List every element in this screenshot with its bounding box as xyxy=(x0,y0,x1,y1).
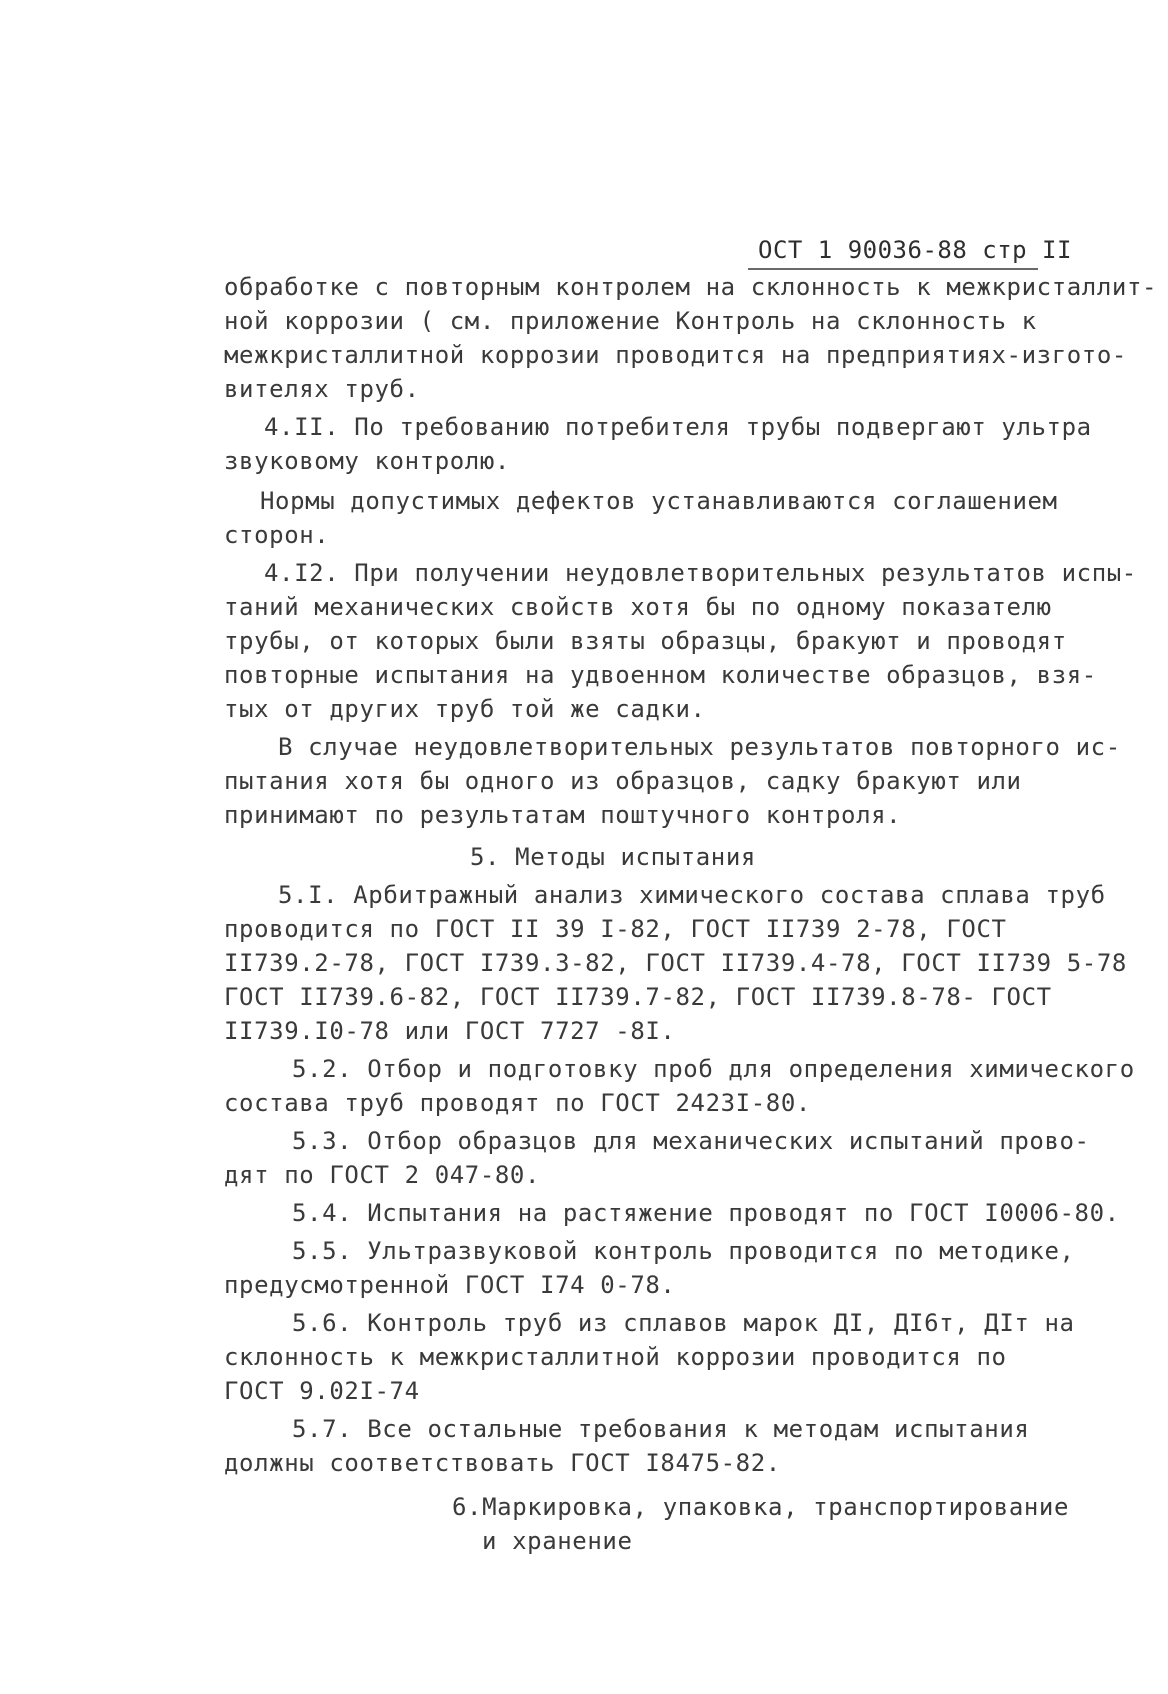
text-line: 5.I. Арбитражный анализ химического состава сплава труб xyxy=(278,881,1106,909)
text-line: 5.3. Отбор образцов для механических испытаний прово- xyxy=(292,1127,1090,1155)
text-line: таний механических свойств хотя бы по одному показателю xyxy=(224,593,1052,621)
text-line: повторные испытания на удвоенном количестве образцов, взя- xyxy=(224,661,1097,689)
text-line: вителях труб. xyxy=(224,375,420,403)
text-line: 5.4. Испытания на растяжение проводят по ГОСТ I0006-80. xyxy=(292,1199,1120,1227)
text-line: 5.2. Отбор и подготовку проб для определения химического xyxy=(292,1055,1135,1083)
text-line: Нормы допустимых дефектов устанавливаются соглашением xyxy=(260,487,1058,515)
text-line: II739.2-78, ГОСТ I739.3-82, ГОСТ II739.4-78, ГОСТ II739 5-78 xyxy=(224,949,1127,977)
text-line: должны соответствовать ГОСТ I8475-82. xyxy=(224,1449,781,1477)
text-line: 4.I2. При получении неудовлетворительных результатов испы- xyxy=(264,559,1137,587)
header-underline xyxy=(748,268,1038,270)
section-heading-5: 5. Методы испытания xyxy=(470,843,756,871)
text-line: предусмотренной ГОСТ I74 0-78. xyxy=(224,1271,676,1299)
section-heading-6: 6.Маркировка, упаковка, транспортирование xyxy=(452,1493,1070,1521)
text-line: дят по ГОСТ 2 047-80. xyxy=(224,1161,541,1189)
text-line: склонность к межкристаллитной коррозии проводится по xyxy=(224,1343,1007,1371)
text-line: ГОСТ II739.6-82, ГОСТ II739.7-82, ГОСТ II739.8-78- ГОСТ xyxy=(224,983,1052,1011)
text-line: межкристаллитной коррозии проводится на предприятиях-изгото- xyxy=(224,341,1127,369)
text-line: принимают по результатам поштучного контроля. xyxy=(224,801,902,829)
text-line: 4.II. По требованию потребителя трубы подвергают ультра xyxy=(264,413,1092,441)
text-line: звуковому контролю. xyxy=(224,447,510,475)
text-line: проводится по ГОСТ II 39 I-82, ГОСТ II739 2-78, ГОСТ xyxy=(224,915,1007,943)
text-line: 5.7. Все остальные требования к методам испытания xyxy=(292,1415,1030,1443)
text-line: 5.6. Контроль труб из сплавов марок ДI, ДI6т, ДIт на xyxy=(292,1309,1075,1337)
text-line: сторон. xyxy=(224,521,330,549)
page-header-code: ОСТ 1 90036-88 стр II xyxy=(758,236,1072,264)
text-line: трубы, от которых были взяты образцы, бракуют и проводят xyxy=(224,627,1067,655)
text-line: тых от других труб той же садки. xyxy=(224,695,706,723)
text-line: В случае неудовлетворительных результатов повторного ис- xyxy=(278,733,1121,761)
text-line: пытания хотя бы одного из образцов, садку бракуют или xyxy=(224,767,1022,795)
text-line: ной коррозии ( см. приложение Контроль на склонность к xyxy=(224,307,1037,335)
text-line: 5.5. Ультразвуковой контроль проводится по методике, xyxy=(292,1237,1075,1265)
section-heading-6-cont: и хранение xyxy=(482,1527,633,1555)
text-line: состава труб проводят по ГОСТ 2423I-80. xyxy=(224,1089,811,1117)
text-line: обработке с повторным контролем на склонность к межкристаллит- xyxy=(224,273,1158,301)
text-line: II739.I0-78 или ГОСТ 7727 -8I. xyxy=(224,1017,676,1045)
text-line: ГОСТ 9.02I-74 xyxy=(224,1377,420,1405)
